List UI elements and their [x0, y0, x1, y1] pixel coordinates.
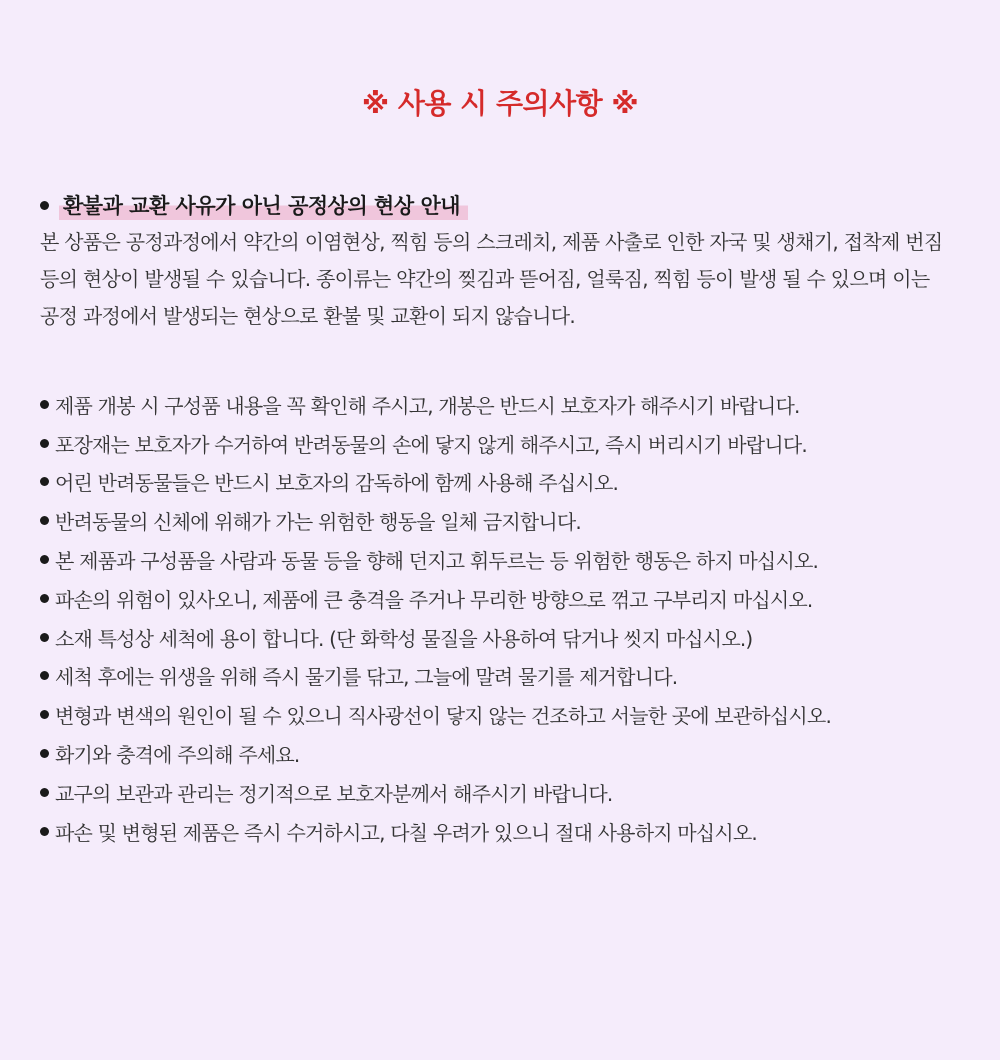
- caution-item: [40, 618, 970, 657]
- refund-notice-section: [40, 186, 960, 335]
- caution-item-text: 반려동물의 신체에 위해가 가는 위험한 행동을 일체 금지합니다.: [55, 510, 581, 535]
- bullet-icon: [40, 201, 49, 210]
- caution-item: [40, 501, 970, 540]
- caution-item: [40, 385, 970, 424]
- caution-item: [40, 540, 970, 579]
- caution-item: [40, 734, 970, 773]
- caution-item: [40, 812, 970, 851]
- caution-item-text: 파손의 위험이 있사오니, 제품에 큰 충격을 주거나 무리한 방향으로 꺾고 구부리지 마십시오.: [55, 587, 813, 612]
- caution-item-text: 교구의 보관과 관리는 정기적으로 보호자분께서 해주시기 바랍니다.: [55, 781, 613, 806]
- bullet-icon: [40, 633, 49, 642]
- caution-item: [40, 773, 970, 812]
- bullet-icon: [40, 827, 49, 836]
- bullet-icon: [40, 400, 49, 409]
- caution-item-text: 포장재는 보호자가 수거하여 반려동물의 손에 닿지 않게 해주시고, 즉시 버리시기 바랍니다.: [55, 432, 807, 457]
- bullet-icon: [40, 439, 49, 448]
- refund-notice-body: 본 상품은 공정과정에서 약간의 이염현상, 찍힘 등의 스크레치, 제품 사출로 인한 자국 및 생채기, 접착제 번짐 등의 현상이 발생될 수 있습니다. 종이류는 약간의 찢김과 뜯어짐, 얼룩짐, 찍힘 등이 발생 될 수 있으며 이는 공정 과정에서 발생되는 현상으로 환불 및 교환이 되지 않습니다.: [40, 230, 943, 328]
- caution-item: [40, 657, 970, 696]
- caution-item: [40, 463, 970, 502]
- caution-item-text: 본 제품과 구성품을 사람과 동물 등을 향해 던지고 휘두르는 등 위험한 행동은 하지 마십시오.: [55, 549, 819, 574]
- bullet-icon: [40, 788, 49, 797]
- caution-list: [40, 385, 970, 851]
- caution-item-text: 소재 특성상 세척에 용이 합니다. (단 화학성 물질을 사용하여 닦거나 씻지 마십시오.): [55, 626, 753, 651]
- caution-item-text: 세척 후에는 위생을 위해 즉시 물기를 닦고, 그늘에 말려 물기를 제거합니다.: [55, 665, 678, 690]
- caution-item: [40, 695, 970, 734]
- refund-notice-heading-text: 환불과 교환 사유가 아닌 공정상의 현상 안내: [59, 190, 468, 220]
- bullet-icon: [40, 594, 49, 603]
- refund-notice-heading: [40, 186, 960, 224]
- bullet-icon: [40, 671, 49, 680]
- bullet-icon: [40, 749, 49, 758]
- caution-item-text: 어린 반려동물들은 반드시 보호자의 감독하에 함께 사용해 주십시오.: [55, 471, 619, 496]
- bullet-icon: [40, 555, 49, 564]
- caution-item-text: 변형과 변색의 원인이 될 수 있으니 직사광선이 닿지 않는 건조하고 서늘한 곳에 보관하십시오.: [55, 704, 832, 729]
- caution-item-text: 화기와 충격에 주의해 주세요.: [55, 743, 300, 768]
- bullet-icon: [40, 710, 49, 719]
- bullet-icon: [40, 477, 49, 486]
- caution-item-text: 제품 개봉 시 구성품 내용을 꼭 확인해 주시고, 개봉은 반드시 보호자가 해주시기 바랍니다.: [55, 393, 800, 418]
- bullet-icon: [40, 516, 49, 525]
- caution-item: [40, 579, 970, 618]
- caution-item: [40, 424, 970, 463]
- caution-item-text: 파손 및 변형된 제품은 즉시 수거하시고, 다칠 우려가 있으니 절대 사용하지 마십시오.: [55, 820, 757, 845]
- page-title: ※ 사용 시 주의사항 ※: [361, 87, 639, 120]
